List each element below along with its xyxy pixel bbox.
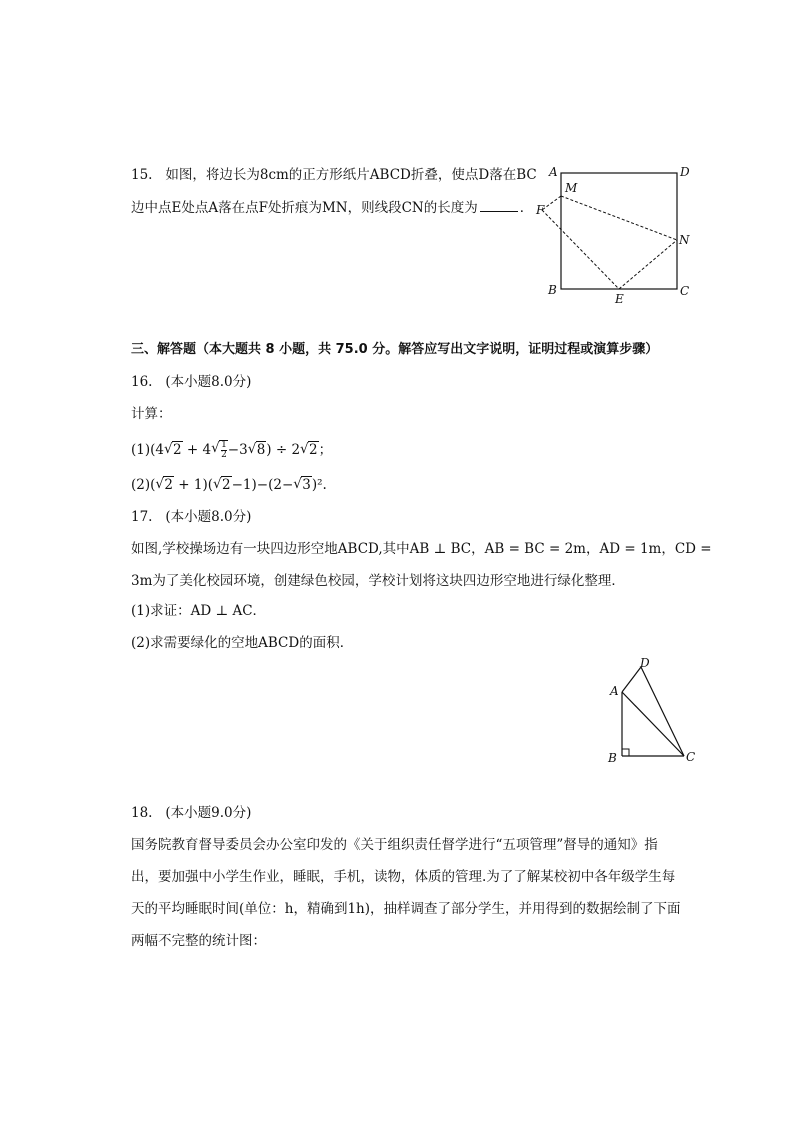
diagonal-ac [622,692,684,756]
q15-line2 [131,198,533,217]
q16-part1 [131,440,332,460]
fraction [221,441,227,460]
label-D: D [640,656,650,670]
segment-mf [542,196,561,210]
q16-prompt: 计算： [131,406,172,422]
q18-text-line2: 出，要加强中小学生作业，睡眠，手机，读物，体质的管理.为了了解某校初中各年级学生每 [131,869,676,885]
q16-p1-radicand-f: 2 [309,442,318,458]
q16-p1-label: (1)(4 [131,442,164,458]
sqrt-symbol [211,440,228,460]
label-E: E [615,292,624,306]
label-F: F [536,203,545,217]
q17-quadrilateral-figure [600,650,710,775]
label-M: M [565,181,578,195]
q17-number: 17. [131,509,153,525]
q16-part2 [131,476,327,494]
q17-text-line1: 如图,学校操场边有一块四边形空地ABCD,其中AB ⊥ BC，AB = BC = 2m，AD = 1m，CD = [131,541,712,557]
label-D: D [680,165,690,179]
q16-p1-b: + 4 [182,442,212,458]
q17-part1: (1)求证：AD ⊥ AC． [131,603,267,619]
q15-number: 15. [131,167,153,183]
q16-score: (本小题8.0分) [165,374,252,390]
q15-square-figure [530,160,700,310]
frac-num: √ 1 [221,440,227,450]
q18-number: 18. [131,805,153,821]
q17-text-line2: 3m为了美化校园环境，创建绿色校园，学校计划将这块四边形空地进行绿化整理． [131,573,625,589]
section-heading: 三、解答题（本大题共 8 小题，共 75.0 分。解答应写出文字说明，证明过程或演算步骤） [131,342,659,357]
q16-p1-c: −3 [227,442,248,458]
q16-p1-end: ； [318,442,333,458]
q18-header [131,804,251,822]
label-A: A [549,165,558,179]
q16-p2-label: (2)( [131,477,156,493]
answer-blank [480,198,518,212]
q16-header [131,373,251,391]
label-B: B [548,283,557,297]
q18-text-line3: 天的平均睡眠时间(单位：h，精确到1h)，抽样调查了部分学生，并用得到的数据绘制了下面 [131,901,681,917]
sqrt-symbol [248,441,267,459]
q16-p2-b: + 1)( [173,477,214,493]
q15-text-line1: 如图，将边长为8cm的正方形纸片ABCD折叠，使点D落在BC [165,167,537,183]
segment-en [619,240,677,289]
q16-p2-d: −1)−(2− [231,477,294,493]
sqrt-symbol [300,441,319,459]
q16-p2-radicand-a: 2 [164,477,173,493]
q18-score: (本小题9.0分) [165,805,252,821]
q16-p1-radicand-d: 8 [256,442,266,458]
segment-fe [542,210,619,289]
crease-mn [561,196,677,240]
q16-p2-radicand-c: 2 [222,477,231,493]
q15-text-line2: 边中点E处点A落在点F处折痕为MN，则线段CN的长度为 [131,200,478,216]
q16-p2-radicand-e: 3 [302,477,311,493]
side-dc [641,667,684,756]
q17-score: (本小题8.0分) [165,509,252,525]
square-abcd [561,173,677,289]
sqrt-symbol [293,476,312,494]
label-C: C [680,284,690,298]
sqrt-symbol [155,476,174,494]
q15-line1 [131,166,537,184]
label-C: C [686,750,696,764]
q17-part2: (2)求需要绿化的空地ABCD的面积． [131,635,354,651]
q17-header [131,508,251,526]
q18-text-line1: 国务院教育督导委员会办公室印发的《关于组织责任督学进行“五项管理”督导的通知》指 [131,837,658,853]
sqrt-symbol [213,476,232,494]
frac-den: 2 [221,450,227,460]
right-angle-mark [622,749,629,756]
label-A: A [610,684,619,698]
side-ad [622,667,641,692]
q16-number: 16. [131,374,153,390]
q18-text-line4: 两幅不完整的统计图： [131,933,266,949]
q16-p1-radicand-a: 2 [172,442,182,458]
q16-p2-end: )². [311,477,327,493]
sqrt-symbol [164,441,183,459]
label-B: B [608,751,617,765]
q15-period: ． [519,200,534,216]
label-N: N [679,233,690,247]
q16-p1-e: ) ÷ 2 [266,442,301,458]
